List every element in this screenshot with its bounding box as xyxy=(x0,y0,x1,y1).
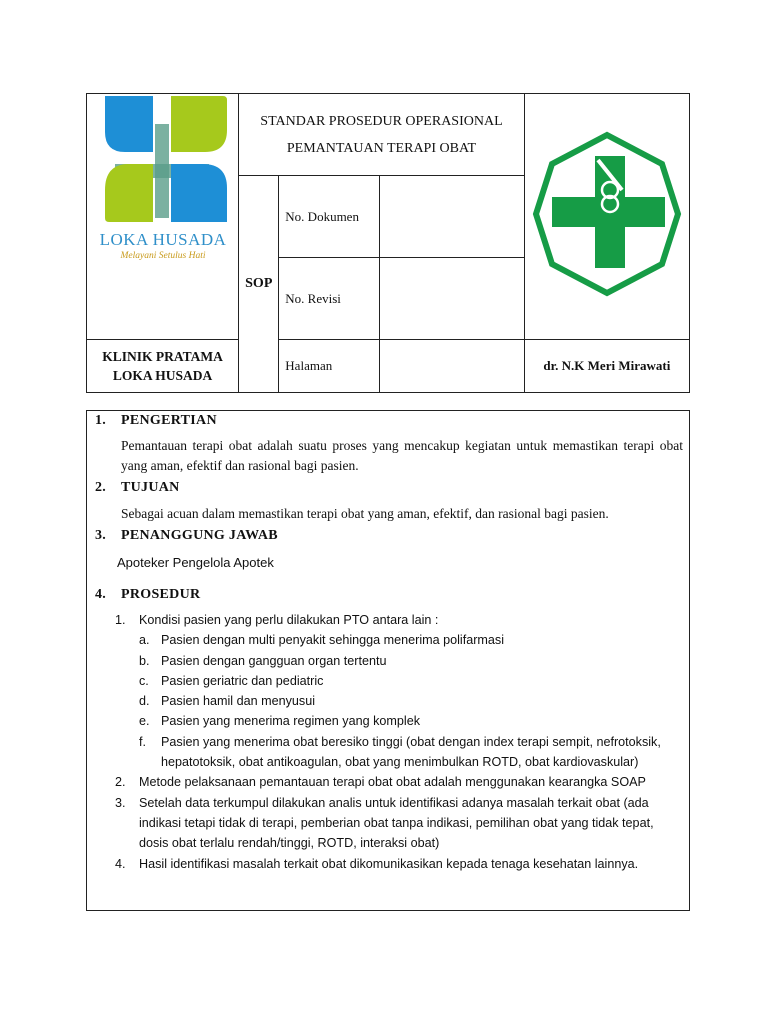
clinic-logo-cell xyxy=(87,94,239,340)
condition-text: Pasien dengan multi penyakit sehingga menerima polifarmasi xyxy=(161,633,505,648)
condition-item xyxy=(139,691,679,711)
sop-title-cell xyxy=(239,94,524,176)
condition-letter: d. xyxy=(139,694,150,709)
doc-number-value xyxy=(380,176,524,258)
condition-item xyxy=(139,732,679,773)
section-title: TUJUAN xyxy=(121,480,180,495)
step-number: 3. xyxy=(115,795,126,810)
doc-number-label: No. Dokumen xyxy=(279,176,380,258)
section-number: 2. xyxy=(95,480,107,495)
patient-condition-list xyxy=(139,630,679,772)
procedure-step xyxy=(115,772,679,792)
clinic-name-line2: LOKA HUSADA xyxy=(112,368,213,383)
step-text: Kondisi pasien yang perlu dilakukan PTO antara lain : xyxy=(139,613,439,627)
condition-letter: c. xyxy=(139,673,149,688)
condition-text: Pasien hamil dan menyusui xyxy=(161,694,316,709)
section-purpose-heading xyxy=(87,480,689,500)
procedure-step xyxy=(115,854,679,874)
approver-name: dr. N.K Meri Mirawati xyxy=(524,340,689,393)
condition-text: Pasien dengan gangguan organ tertentu xyxy=(161,653,387,668)
step-text: Hasil identifikasi masalah terkait obat dikomunikasikan kepada tenaga kesehatan lainnya. xyxy=(139,856,639,871)
section-procedure-heading xyxy=(87,587,689,607)
emblem-cell xyxy=(524,94,689,340)
condition-letter: b. xyxy=(139,653,150,668)
section-title: PROSEDUR xyxy=(121,587,201,602)
section-definition-heading xyxy=(87,413,689,433)
condition-item xyxy=(139,671,679,691)
step-text: Setelah data terkumpul dilakukan analis untuk identifikasi adanya masalah terkait obat (ada indikasi tetapi tidak di terapi, pemberian obat tanpa indikasi, pemilihan obat yang tidak tepat, dosis obat terlalu rendah/tinggi, ROTD, interaksi obat) xyxy=(139,795,654,851)
clinic-name-cell xyxy=(87,340,239,393)
revision-label: No. Revisi xyxy=(279,258,380,340)
revision-value xyxy=(380,258,524,340)
section-purpose-text: Sebagai acuan dalam memastikan terapi obat yang aman, efektif, dan rasional bagi pasien. xyxy=(121,506,609,521)
condition-item xyxy=(139,711,679,731)
sop-title-line2: PEMANTAUAN TERAPI OBAT xyxy=(286,140,477,156)
condition-text: Pasien yang menerima regimen yang komplek xyxy=(161,714,421,729)
procedure-step xyxy=(115,793,679,854)
condition-text: Pasien geriatric dan pediatric xyxy=(161,673,324,688)
page-value xyxy=(380,340,524,393)
sop-content-box xyxy=(86,410,690,911)
procedure-list xyxy=(115,610,679,874)
section-responsible-heading xyxy=(87,528,689,548)
sop-title-line1: STANDAR PROSEDUR OPERASIONAL xyxy=(260,113,503,129)
logo-name: LOKA HUSADA xyxy=(99,230,227,249)
logo-tagline: Melayani Setulus Hati xyxy=(120,251,206,261)
section-number: 1. xyxy=(95,413,107,428)
clinic-name-line1: KLINIK PRATAMA xyxy=(102,349,223,364)
section-title: PENGERTIAN xyxy=(121,413,217,428)
section-definition-text: Pemantauan terapi obat adalah suatu proses yang mencakup kegiatan untuk memastikan terapi obat yang aman, efektif dan rasional bagi pasien. xyxy=(121,438,683,473)
step-number: 4. xyxy=(115,856,126,871)
section-number: 4. xyxy=(95,587,107,602)
condition-letter: e. xyxy=(139,714,150,729)
section-title: PENANGGUNG JAWAB xyxy=(121,528,278,543)
section-number: 3. xyxy=(95,528,107,543)
page-label: Halaman xyxy=(279,340,380,393)
step-text: Metode pelaksanaan pemantauan terapi obat obat adalah menggunakan kearangka SOAP xyxy=(139,775,646,790)
condition-text: Pasien yang menerima obat beresiko tinggi (obat dengan index terapi sempit, nefrotoksik, hepatotoksik, obat antikoagulan, obat yang menimbulkan ROTD, obat kardiovaskular) xyxy=(161,734,661,770)
sop-header-table xyxy=(86,93,690,393)
step-number: 1. xyxy=(115,613,126,627)
condition-item xyxy=(139,630,679,650)
condition-item xyxy=(139,651,679,671)
condition-letter: a. xyxy=(139,633,150,648)
sop-label: SOP xyxy=(239,176,279,393)
procedure-step xyxy=(115,610,679,772)
section-responsible-text: Apoteker Pengelola Apotek xyxy=(117,555,274,570)
condition-letter: f. xyxy=(139,734,146,749)
step-number: 2. xyxy=(115,775,126,790)
health-cross-emblem xyxy=(532,130,682,298)
